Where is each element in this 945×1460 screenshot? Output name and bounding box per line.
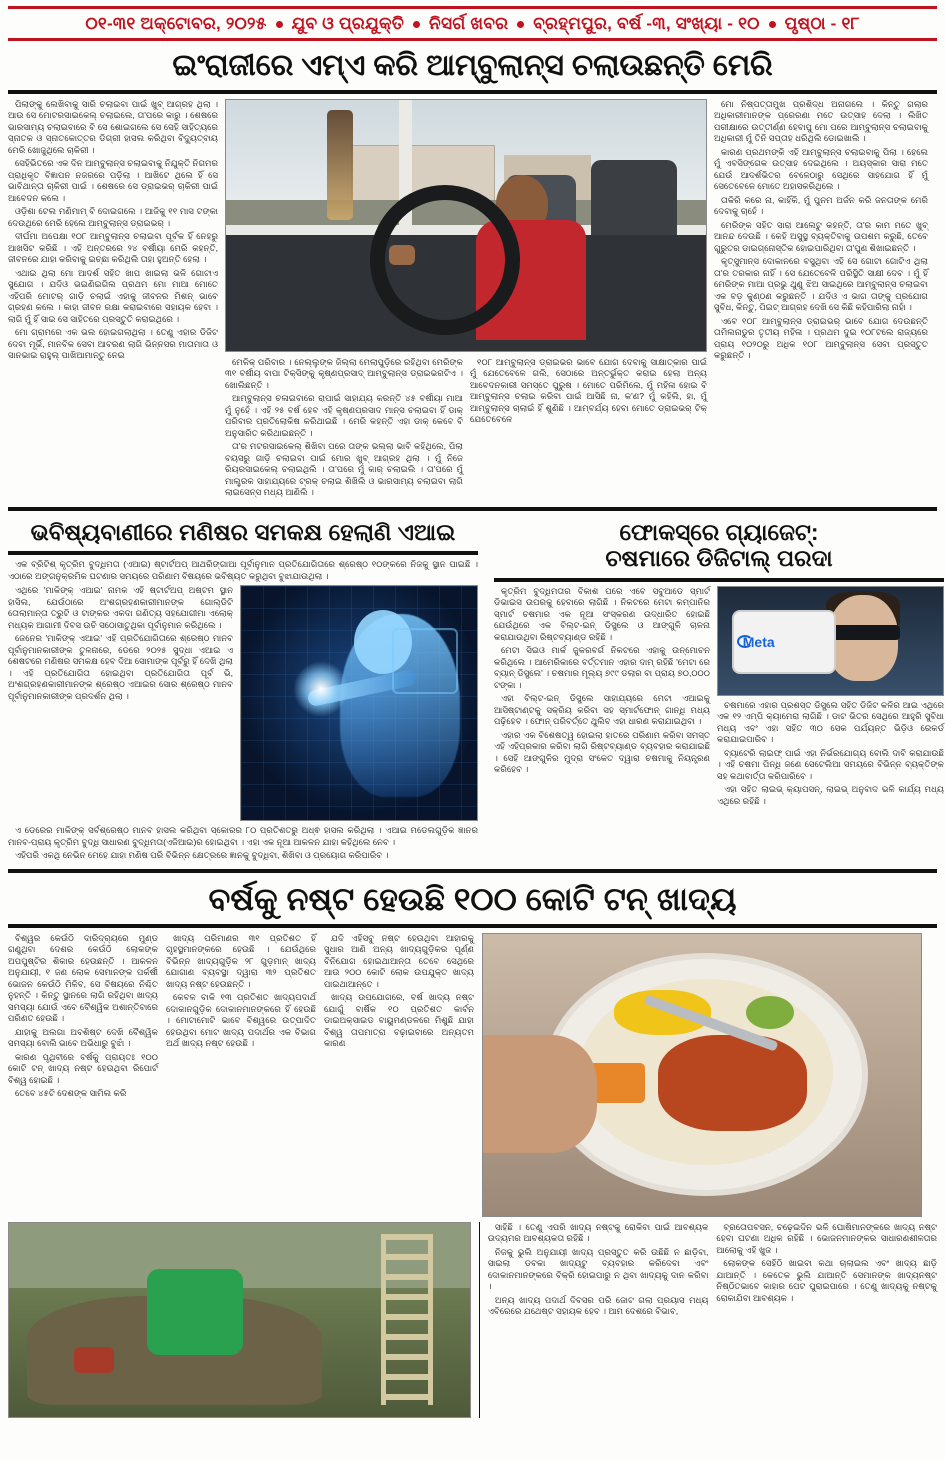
masthead-section: ଯୁବ ଓ ପ୍ରଯୁକ୍ତି	[291, 14, 405, 33]
paragraph: ଯାହାକୁ ଅଲଗା ଅବଶିଷ୍ଟ ଦେଖି ବୈଶ୍ୱିକ ସମସ୍ୟା ବୋଲି ଭାବେ ଅଭିଧାରୁ ବୁଝାଁ ।	[8, 1026, 158, 1049]
paragraph: ପିଲାଙ୍କୁ ଲେଖିବାକୁ ସାରି ଚଲାଇବା ପାଇଁ ଖୁବ୍ ଆଗ୍ରହ ଥିଲା । ଆଉ ସେ ମୋଟରସାଇକେଲ୍ ଚଲାଇଲେ, ତା'ପରେ କାରୁ । ଶେଷରେ ଭାରସାମ୍ୟ ଚଲାଇବାରେ ବି ସେ ଶୋଇଗଲେ ସେ ସେହି ସାହିତ୍ୟରେ ସ୍ନାତକ ଓ ସ୍ନାତକୋତ୍ତର ଡିଗ୍ରୀ ହାସଲ କରିଥିବା ବିଦ୍ୟୁତ୍‌ବାୟ ମେରି ଖୋଜୁଥିଲେ ଚାକିରୀ ।	[8, 98, 218, 155]
story4	[8, 878, 937, 1418]
paragraph: କାରଣ ପୃଥିବୀରେ ବର୍ଷକୁ ପ୍ରାୟତଃ ୧୦୦ କୋଟି ଟନ୍ ଖାଦ୍ୟ ନଷ୍ଟ ହେଉଥିବା ରିପୋର୍ଟ ବିଶ୍ୱ ହୋଇଛି ।	[8, 1051, 158, 1085]
story1-column-1	[8, 99, 218, 501]
paragraph: ମୋ ଗ୍ରାମରେ ଏକ ଭଲ ହୋଇଗଲାଥିଲା । ତେଣୁ ଏହାର ଡିଜିଟ ଦେବା ମୂର୍ଭି, ମାନବିକ ସେବା ଆବରଣ ଲାଗି ଭିନ୍ନସର ମାତାମାତା ଓ ସାନଭାଇ ରାହୁଲ୍ ପାଖିଆମାନ୍ତୁ ନେଇ	[8, 327, 218, 361]
divider	[494, 578, 944, 582]
paragraph: ଏବେ ୧୦୮ ଆମ୍ବୁଲାନ୍ସ ଡ୍ରାଇଭର୍ ଭାବେ ଯୋଗ ଦେଉଛନ୍ତି ତାମିଲନାଡୁର ତୃତୀୟ ମହିଳା । ପ୍ରଥମ ଦୁଇ ୧୦୮ଟଲେ ରାଜ୍ୟରେ ପ୍ରାୟ ୧୦୨୦ରୁ ଅଧିକ ୧୦୮ ଆମ୍ବୁଲାନ୍ସ ସେବା ପ୍ରସ୍ତୁତ କରୁଛନ୍ତି ।	[714, 315, 928, 361]
divider	[8, 90, 937, 94]
garbage-dump-photo	[8, 1222, 471, 1418]
masthead	[8, 6, 937, 41]
story4-column-3	[324, 933, 474, 1217]
paragraph: ଏହିପରି ଏକଥି ନେଭିନ ମେହେ ଯାହା ମଣିଷ ପରି ବିଭିନ୍ନ କ୍ଷେତ୍ରରେ ଜ୍ଞାନକୁ ବୁଦ୍ଧିବା, ଶିଖିବା ଓ ପ୍ରୟୋଗ କରିପାରିବ ।	[15, 850, 389, 861]
meta-smart-glasses-photo	[717, 586, 944, 696]
paragraph: ଖାଦ୍ୟ ଉପଯୋଗରେ, ବର୍ଷ ଖାଦ୍ୟ ନଷ୍ଟ ଯୋଗୁଁ ବାର୍ଷିକ ୧୦ ପ୍ରତିଶତ କାର୍ବନ ଡାଇଅକ୍ସାଇଡ ବାୟୁମଣ୍ଡଳରେ ମିଶୁଛି ଯାହା ବିଶ୍ୱ ତାପମାତ୍ରା ବଢ଼ାଇବାରେ ଅନ୍ୟତମ କାରଣ	[324, 992, 474, 1049]
story1-center	[225, 99, 707, 501]
paragraph: ଏକ ବ୍ରିଟିଶ୍ କୃତ୍ରିମ ବୁଦ୍ଧିମତା (ଏଆଇ) ଷ୍ଟାର୍ଟଅପ୍ ଆଥରିଙ୍ଗାଆ ପୂର୍ବାନୁମାନ ପ୍ରତିଯୋଗିତାରେ ଶ୍ରେଷ୍ଠ ୧୦ଙ୍କରେ ନିଜକୁ ସ୍ଥାନ ପାଇଛି । ଏଠାରେ ଅଙ୍ଗନୁକ୍ରମିକ ଘଟଣାର ସମୟରେ ପରିଣାମ ବିଷୟରେ ଭବିଷ୍ୟତ କରୁଥିବା ବୁଝାଯାଉଥିଲା ।	[8, 559, 478, 581]
story2-column-1	[8, 585, 233, 821]
paragraph: ମେରିଙ୍କ ସହିତ ସାରା ଆଲେଟୁ କହନ୍ତି, ତା'ର କାମ ମତେ ଖୁବ୍ ଆନନ୍ଦ ଦେଉଛି । କେହି ଅସୁସ୍ଥ ବ୍ୟକ୍ତିବାକୁ ଉପଶମ କରୁଛି, ତେବେ ଗୁରୁତର ଡାଇଗ୍ନୋସ୍ତିକ ହୋଇପାରିଥିବା ତା'ପୁଣ ଶିଖାଇଛନ୍ତି ।	[714, 219, 928, 253]
food-waste-plate-photo	[482, 933, 922, 1217]
divider	[8, 869, 937, 873]
ambulance-driver-photo	[225, 99, 707, 352]
paragraph: ବ୍ୟାଟେରି ଲାଇଫ୍ ପାଇଁ ଏହା ନିର୍ଭରଯୋଗ୍ୟ ବୋଲି ଦାବି କରାଯାଉଛି । ଏହି ଚଷମା ପିନ୍ଧି ଜଣେ ସେଟେଲିଆ ସମୟରେ ବିଭିନ୍ନ ବ୍ୟକ୍ତିଙ୍କ ସହ କଥାବାର୍ତ୍ତା କରିପାରିବେ ।	[717, 747, 944, 781]
paragraph: କେବଳ ବାକି ୧୩ ପ୍ରତିଶତ ଖାଦ୍ୟପଦାର୍ଥ ଦୋକାନଗୁଡ଼ିକ ଦୋକାନମାନଙ୍କରେ ହିଁ ହେଉଛି । ମୋଟାମୋଟି ଭାବେ ବିଶ୍ୱରେ ଉତ୍ପାଦିତ ହେଉଥିବା ମୋଟ ଖାଦ୍ୟ ପଦାର୍ଥର ଏକ ବିଭାଗ ଅର୍ଥ ଖାଦ୍ୟ ନଷ୍ଟ ହେଉଛି ।	[166, 992, 316, 1049]
paragraph: ମେଳିକ୍ ପରିବାର । ନେଲ୍ଲୁଙ୍କ ଜିଲ୍ଲା ମେଲାପୁଡ଼ିରେ ରହିଥିବା ମେରିଙ୍କ ୩୧ ବର୍ଷୀୟ ବାପା ଟିକ୍ସିଙ୍କୁ କୃଷ୍ଣପ୍ରସାଦ୍ ଆମ୍ବୁଲାନ୍ସ ଡ୍ରାଇଭରଟିଏ । ଖୋଲିଛନ୍ତି ।	[225, 356, 463, 390]
masthead-date: ୦୧-୩୧ ଅକ୍ଟୋବର, ୨୦୨୫	[85, 14, 267, 33]
paragraph: ମୋ ନିଷ୍ପତ୍ତାମୁଖ ପ୍ରଶିଦ୍ଧ ଅନାଗଲେ । କିନ୍ତୁ ଗଲାର ଅଧିକାରୀମାନଙ୍କ ପ୍ରେରଣା ମତେ ଉତ୍ସାହ ଦେଲା । ଲିଖିତ ପରୀକ୍ଷାରେ ଉତ୍ତୀର୍ଣ୍ଣ ହେବାପୁ ମୋ ପରେ ଆମ୍ବୁଲାନ୍ସ ଚଲାଇବାକୁ ଅଧିକାରୀ ମୁଁ ତିନି ସପ୍ତାହ ଧରିଥିଲି ଡୋଇଖାଲି ।	[714, 98, 928, 144]
meta-wordmark: Meta	[742, 634, 775, 651]
paragraph: ଏଥିରେ 'ମାକିଙ୍କ୍ ଏଆଇ' ନାମକ ଏହି ଷ୍ଟାର୍ଟଅପ୍ ଅଷ୍ଟମ ସ୍ଥାନ ହାସିଲ, ଯେଉଁଠାରେ ଅଂଶଗ୍ରହଣକାରୀମାନଙ୍କ ଗୋଲ୍ଡିଟି ତୋଲାମାନ୍ତା ତ୍ରୁଟି ଓ ଟାଙ୍କର ଏକଦା ଗଣିତ୍ୟ ସହଯୋଗୀମା ଏଲୋକ୍ ମଧ୍ୟକ ଆଗାମୀ ଦିବସ ଉଚି ସଠୋସାତୁଥିକା ପୂର୍ବାନୁମାନ କରିଥିଲେ ।	[8, 585, 233, 630]
story1-headline: ଇଂରାଜୀରେ ଏମ୍ଏ କରି ଆମ୍ବୁଲାନ୍ସ ଚଲାଉଛନ୍ତି ମେରି	[172, 49, 773, 82]
bullet-icon	[276, 21, 283, 28]
story2-headline: ଭବିଷ୍ୟବାଣୀରେ ମଣିଷର ସମକକ୍ଷ ହେଲାଣି ଏଆଇ	[30, 518, 456, 545]
story4-column-1	[8, 933, 158, 1217]
paragraph: ବିଶ୍ୱର କେଉଁଠି ଦାରିଦ୍ର୍ୟରେ ମୁଣ୍ଡ ଗଣୁଥିବା ଦେଶର କେଉଁଠି ଲୋକଙ୍କ ଅପପୁଷ୍ଟିର ଶିକାର ହେଉଛନ୍ତି । ଆକଳନ ଅନୁଯାୟୀ, ୧ ଜଣ ଲୋକ ସେମାନଙ୍କ ପର୍କର୍ଷୀ ଭୋଜନ କେଉଁଠି ମିଳିବ, ସେ ବିଷୟରେ ନିଶ୍ଚିତ ନୁହନ୍ତି । କିନ୍ତୁ ସ୍ଥାନରେ ଲାଗି ରହିଥିବା ଖାଦ୍ୟ ସମସ୍ୟା ଯୋଉଁ ଏବେ ବୈଶ୍ୱିକ ଅଶାନ୍ତିବାରେ ପରିଣତ ହେଉଛି ।	[8, 932, 158, 1024]
middle-section	[8, 516, 944, 864]
paragraph: ଚଷମାରେ ଏହାର ପ୍ରଶସ୍ତ ଡିସ୍ପ୍ଲେ ସହିତ ଡିଜିଟ କଳିର ଆଇ ଏଥିରେ ଏକ ୧୨ ଏମ୍ପି କ୍ୟାମେରା ଲାଗିଛି । ଡାଟ ଭିତର ସେଥିରେ ଆହୁରି ସୁବିଧା ମଧ୍ୟ ଏବଂ ଏହା ସହିତ ୩୦ ସେକ ପର୍ଯ୍ୟନ୍ତ ଭିଡ଼ିଓ ରେକର୍ଡ କରାଯାଇପାରିବ ।	[717, 699, 944, 745]
paragraph: ଏ ଡେରେର ମାକିଙ୍କ୍ ସର୍ବଶ୍ରେଷ୍ଠ ମାନବ ହାସଲ କରିଥିବା ସ୍କୋରର ୮୦ ପ୍ରତିଶତରୁ ଅଧ୍ଵ ହାସଲ କରିଥିଲା । ଏଆଇ ମଡେଲଗୁଡ଼ିକ ଜ୍ଞାନର ମାନବ-ପ୍ରାୟ କୃତ୍ରିମ ବୁଦ୍ଧି ସାଧାରଣ ବୁଦ୍ଧିମତା(ଏଜିଆଇ)ର ହୋଇଥିବା । ଏହା ଏକ ନୂଆ ଆକଳନ ଯାହା କହିଥିଲେ ନେବ ।	[8, 825, 478, 847]
paragraph: ୧୦୮ ଆମ୍ବୁଲାନ୍ସ ଡ୍ରାଇଭର ଭାବେ ଯୋଗ ଦେବାକୁ ସାକ୍ଷାତ୍କାର ପାଇଁ ମୁଁ ଯେତେବେଳେ ଗଲି, ସେଠାରେ ଅନ୍ତର୍ଭୁକ୍ତ କରାଇ ହେଲା ଅନ୍ୟ ଆବେଦନକାରୀ ସମସ୍ତେ ପୁରୁଷ । ମୋତେ ପରିମିଲେ, ମୁଁ ମହିଳା ହୋଇ ବି ଆମ୍ବୁଲାନ୍ସ ଚଲାଇ କରିବା ପାଇଁ ଆସିଛି ନା, କ'ଣ? ମୁଁ କହିଲି, ହା, ମୁଁ ଆମ୍ବୁଲାନ୍ସ ଚାଲାଇଁ ହିଁ ଶୁଣିଛି । ଆମ୍ବର୍ଯ୍ୟ ହେବା ମୋତେ ଡ୍ରାଇଭର୍ ଟିକ୍ ଯେତେବେଳେ	[470, 356, 707, 425]
paragraph: ଏହା ସହିତ ଲାଇଭ୍ କ୍ୟାପସନ୍, ଲାଇଭ୍ ଅନୁବାଦ ଭଳି କାର୍ଯ୍ୟ ମଧ୍ୟ ଏଥିରେ ରହିଛି ।	[717, 784, 944, 806]
story1-column-3	[470, 357, 707, 501]
story3	[494, 516, 944, 864]
bullet-icon	[517, 21, 524, 28]
paragraph: ଓଡ଼ିଶା ଟେଲ ମଣିମାମ୍ ବି ଦୋଇଗଲେ । ଆଜିକୁ ୧୧ ମାସ ଟଙ୍କା ଦେଉଥିରେ ମେରି ହେଲେ ଆମ୍ବୁଲାନ୍ସ ଡ୍ରାଇଭର୍ ।	[8, 206, 218, 228]
paragraph: କାରଣ ପ୍ରଥମଙ୍କି ଏହି ଆମ୍ବୁଲାନ୍ସ ଚଲାଇବାକୁ ପିଲା । ହେଲେ ମୁଁ ଏବସିଙ୍ଗେକ ଉତ୍ସାହ ଦେଇଥିଲେ । ଅୟସ୍କାର ସାରା ମତେ ଯେଉଁ ଆଦର୍ଶଭିତର ବେଳେଠାରୁ ସେଥିରେ ସାହଯୋଗ ହିଁ ମୁଁ ସେତେବେଳେ ମୋତେ ଅହାସକରିଥିଲେ ।	[714, 146, 928, 192]
story4-photo-wrap	[482, 933, 922, 1217]
paragraph: ଖାଦ୍ୟ ପରିମାଣର ୩୧ ପ୍ରତିଶତ ହିଁ ଗୃହସ୍ଥମାନଙ୍କରେ ହେଉଛି । ଯେଉଁଥିରେ ବିଭିନ୍ନ ଖାଦ୍ୟଗୁଡ଼ିକ ୨୮ ଗୁଡ଼ମାନ୍ ଖାଦ୍ୟ ଯୋଗାଣ ବ୍ୟବସ୍ଥା ଦ୍ୱାରା ୩୨ ପ୍ରତିଶତ ଖାଦ୍ୟ ନଷ୍ଟ ହେଉଛନ୍ତି ।	[166, 932, 316, 989]
masthead-publication: ନିସର୍ଗ ଖବର	[429, 14, 509, 33]
ai-digital-human-photo	[240, 585, 478, 821]
story4-headline: ବର୍ଷକୁ ନଷ୍ଟ ହେଉଛି ୧୦୦ କୋଟି ଟନ୍ ଖାଦ୍ୟ	[208, 880, 737, 917]
paragraph: ମେଟା ସିଇଓ ମାର୍କ ଜୁକରବର୍ଗ ନିକଟରେ ଏହାକୁ ଉନ୍ମୋଚନ କରିଥିଲେ । ଆମେରିକାରେ ବର୍ତ୍ତମାନ ଏହାର ଦାମ୍ ରହିଛି 'ମେଟା ରେ ବ୍ୟାନ୍ ଡିସ୍ପ୍ଲେ' । ଚଷମାର ମୂଲ୍ୟ ୭୯୯ ଡଲାର ବା ପ୍ରାୟ ୭୦,୦୦୦ ଟଙ୍କା ।	[494, 645, 710, 690]
paragraph: ନିଜକୁ ଭୁଲି ଅନୁଯାୟୀ ଖାଦ୍ୟ ପ୍ରସ୍ତୁତ କରି ଉଛିଛି ନ ଛାଡ଼ିବା, ସାଇଲା ଡବକା ଖାଦ୍ୟଟୁ ବ୍ୟବହାର କରିଦେବା ଏବଂ ଦୋକାନମାନଙ୍କରେ ବିକ୍ରି ହୋଇପାରୁ ନ ଥିବା ଖାଦ୍ୟକୁ ଦାନ କରିବା ।	[487, 1246, 709, 1292]
paragraph: ଆମ୍ବୁଲାନ୍ସ ଚଳାଇବାରେ ରାପାଇଁ ସାହାଯ୍ୟ କରନ୍ତି ୪୫ ବର୍ଷୀୟା ମାଆ ମୁଁ ନୁହେଁ । ଏହି ୨୫ ବର୍ଷ ହେବ ଏହି କୃଷ୍ଣପ୍ରସାଦ ମାନ୍ସ ଚଲାଇବା ହିଁ ଡାକ୍ ପରିବାର ପ୍ରତିଲୋକିଷ କରିଥାଇଛି । ମେରି କହନ୍ତି ଏହା ଡାକ୍ କେବେ ବି ଅନୁସାରିତ କରିଥାଇଛନ୍ତି ।	[225, 393, 463, 438]
story3-headline-line1: ଫୋକସ୍‌ରେ ଗ୍ୟାଜେଟ୍:	[619, 518, 819, 545]
story3-column-1	[494, 586, 710, 810]
divider	[8, 507, 937, 511]
story2-photo-wrap	[240, 585, 478, 821]
paragraph: ଜେନେର 'ମାକିଙ୍କ୍ ଏଆଇ' ଏହି ପ୍ରତିଯୋଗିତାରେ ଶ୍ରେଷ୍ଠ ମାନବ ପୂର୍ବାନୁମାନକାରୀଙ୍କ ତୁଳନାରେ, ଡେରେ ୨୦୨୫ ସୁଦ୍ଧା ଏଆଇ ଏ ଶେଷଟରେ ମଣିଷର ସମକକ୍ଷ ହେବ ଦିଆ ସୋମାଙ୍କ ପୂର୍ବରୁ ହିଁ ଦେଖି ଥିଲା । ଏହି ପ୍ରତିଯୋଗିତା ହୋଇଥିବା ପ୍ରତିଯୋଗିତା ପୂର୍ବ ଭି, ଅଂଶଗ୍ରହଣକାରୀମାନଙ୍କ ଶ୍ରେଷ୍ଠ ଏଆଇର ସୋର ଶ୍ରେଷ୍ଠ ମାନବ ପୂର୍ବାନୁମାନକାରୀଙ୍କ ପ୍ରଦର୍ଶନ ଥିଲା ।	[8, 633, 233, 701]
story4-column-5	[716, 1222, 937, 1418]
paragraph: ସେହିଭିତରେ ଏକ ଦିନ ଆମ୍ବୁଲାନ୍ସ ଚଲାଇବାକୁ ନିଯୁକ୍ତି ନିଗମର ପ୍ରାଧିକୃତ ବିଜ୍ଞାପନ ନଜରରେ ପଡ଼ିଲା । ଆଖିଟେ ଥିଲେ ହିଁ ସେ ଭାବିଥାନ୍ତା ଚାକିରୀ ପାଇଁ । ଶେଷରେ ସେ ଡ୍ରାଇଭର୍ ଚାକିରୀ ପାଇଁ ଆବେଦନ କଲେ ।	[8, 158, 218, 203]
paragraph: ତା'ର ମଟରସାଇକେଲ୍ ଶିଖିବା ପରେ ତାଙ୍କ ଭଲ୍ଲା ଭାବି କହିଥିଲେ, ପିଲା ବୟସରୁ ଗାଡ଼ି ଚଲାଇବା ପାଇଁ ମୋର ଖୁବ୍ ଆଗ୍ରହ ଥିଲା । ମୁଁ ନିଜେ ରିୟରସାଇକେଲ୍ ଚଲାଇଥିଲି । ତା'ପରେ ମୁଁ କାର୍ ଚଲାଇଲି । ତା'ପରେ ମୁଁ ମାଲ୍ଟ୍ରକ ସାହାଯ୍ୟରେ ଟ୍ରକ୍ ଚଲାଇ ଶିଖିଲି ଓ ଭାରସାମ୍ୟ ଚଲାଇବା ଲାଗି ଲାଇସେନ୍ସ ମଧ୍ୟ ଆଣିଲି ।	[225, 441, 463, 498]
paragraph: କୃତ୍ରିମ ବୁଦ୍ଧିମତାର ବିକାଶ ପରେ ଏବେ ସବୁଆଡେ ସ୍ମାର୍ଟ ଡିଭାଇସ ଉପରକୁ ହେବାରେ ଲାଗିଛି । ନିକଟରେ ମେଟା କମ୍ପାନିର ସ୍ମାର୍ଟ ଚଷମାର ଏକ ନୂଆ ସଂସ୍କରଣ ଉଦ୍ଧାରିତ ହୋଇଛି ଯେଉଁଥିରେ ଏକ ବିଲ୍ଟ-ଇନ୍ ଡିସ୍ପ୍ଲେ ଓ ଆଙ୍ଗୁଳି ଚାଳନା କରାଯାଉଥିବା ରିଷ୍ଟବ୍ୟାଣ୍ଡ ରହିଛି ।	[494, 585, 710, 642]
bullet-icon	[769, 21, 776, 28]
paragraph: ସାହିଛି । ତେଣୁ ଏପରି ଖାଦ୍ୟ ନଷ୍ଟକୁ ରୋକିବା ପାଇଁ ଆବଶ୍ୟକ ଉଦ୍ୟମର ଆବଶ୍ୟକତା ରହିଛି ।	[487, 1221, 709, 1244]
paragraph: ଲୋକଙ୍କ ସେହିଠି ଖାଇବା କଥା ଚାଲାଇଲ ଏବଂ ଖାଦ୍ୟ ଛାଡ଼ି ଯାଆନ୍ତି । କେତେକ ଭୁଲି ଯାଆନ୍ତି ସେମାନଙ୍କ ଖାଦ୍ୟନଷ୍ଟ ନିଷ୍ଠିତଭାବେ କାହାର ପେଟ ପୁରାଇପାରେ । ତେଣୁ ଖାଦ୍ୟକୁ ନଷ୍ଟକୁ ରୋକାଯିବା ଆବଶ୍ୟକ ।	[716, 1258, 938, 1303]
paragraph: ତେବେ ୪୫ଟି ଦେଶଙ୍କ ସାମିଲ କରି	[15, 1088, 127, 1099]
paragraph: ଏହା ବିଲ୍ଟ-ଇନ୍ ଡିସ୍ପ୍ଲେ ସାହାଯ୍ୟରେ ମେଟା ଏଆଇକୁ ଆସିଷ୍ଟାଣ୍ଟକୁ ସକ୍ରିୟ କରିବା ସହ ସ୍ମାର୍ଟଫୋନ୍ ଗାନ୍ଧି ମଧ୍ୟ ପଢ଼ିହେବ । ଫୋନ୍ ପରିବର୍ତ୍ତେ ଥୁଲିବ ଏହା ଧାରଣ କରାଯାଇଥିବା ।	[494, 693, 710, 727]
story4-bottom-row	[8, 1222, 937, 1418]
vertical-divider	[479, 1222, 480, 1418]
paragraph: କୃତ୍ସୁମାନ୍ସ ଦୋକାନରେ ବସୁଥିବା ଏହି ସେ ଗୋଟା ଗୋଟିଏ ଥିଲା ତା'ର ତରକାର ନାହିଁ । ସେ ଯେତେବେଳି ପରିସ୍ଥିତି ସାକ୍ଷୀ ଦେବ । ମୁଁ ହିଁ ମେରିଙ୍କ ମାଆ ପ୍ରଭୁ ଥୁଣୁ ଝିଅ ସାଇଥିରେ ଆମ୍ବୁଲାନ୍ସ ଚଲାଇବା ଏକ ବଡ଼ କୁଣ୍ଠଣ କରୁଛନ୍ତି । ଯଦିଓ ଏ ଭାଗ ତାଙ୍କୁ ପ୍ରଯୋଗ ସୁବିଧ, କିନ୍ତୁ, ପିଇଟ୍ ଆଗ୍ରହ ଦେଖି ସେ କିଛି କହିପାରିଲା ନାହାଁ ।	[714, 256, 928, 313]
masthead-place-issue: ବ୍ରହ୍ମପୁର, ବର୍ଷ -୩, ସଂଖ୍ୟା - ୧୦	[533, 14, 760, 33]
story1-column-4	[714, 99, 928, 501]
story3-column-2	[717, 586, 944, 810]
paragraph: ଅନ୍ୟ ଖାଦ୍ୟ ପଦାର୍ଥ ଦିବସର ପରି ଜୋଟ ଗଲା ପ୍ରୟାସ ମଧ୍ୟ ଏବିରେରେ ଯଥେଷ୍ଟ ସହାୟକ ହେବ । ଆମ ଦେଶରେ ବିଭାବ,	[487, 1294, 709, 1317]
story2-lead	[8, 559, 478, 582]
story4-top-row	[8, 933, 937, 1217]
story4-photo-wrap-2	[8, 1222, 471, 1418]
masthead-pages: ପୃଷ୍ଠା - ୧୮	[784, 14, 860, 33]
divider	[8, 924, 937, 928]
bullet-icon	[413, 21, 420, 28]
paragraph: ଯଦି ଏହିସବୁ ନଷ୍ଟ ହେଉଥିବା ଆହାରକୁ ସୁଧାର ଆଣି ଅନ୍ୟ ଖାଦ୍ୟଗୁଡ଼ିକର ପୂର୍ଣ୍ଣ ବିନିଯୋଗ ହୋଇଥାଆନ୍ତା ତେବେ ସେଥିରେ ଆଉ ୨୦୦ କୋଟି ଲୋକ ଉପଯୁକ୍ତ ଖାଦ୍ୟ ପାଇଥାଆନ୍ତେ ।	[324, 932, 474, 989]
paragraph: ଏହାର ଏକ ବିଶେଷତ୍ୱ ହୋଇଲା ହାତରେ ପରିଣାମ କରିବା ସମସ୍ତ ଏହି ଏହିପ୍ରକାର କରିବା ଲାଗି ରିଷ୍ଟବ୍ୟାଣ୍ଡ ବ୍ୟବହାର କରାଯାଇଛି । ସେହି ଆଙ୍ଗୁଳିର ମୁଦ୍ରା ସଂକେତ ଦ୍ୱାରା ଚଷମାକୁ ନିୟନ୍ତ୍ରଣ କରିହେବ ।	[494, 729, 710, 775]
story1-column-2	[225, 357, 463, 501]
story3-headline-line2: ଚଷମାରେ ଡିଜିଟାଲ୍ ପରଦା	[605, 545, 833, 572]
paragraph: ଏଥାଇ ଥିଲା ମୋ ଆଦର୍ଶ ସହିତ ଖାପ ଖାଇଲା ଭଳି ଗୋଟାଏ ସୁଯୋଗ । ଯଦିଓ ଭଇଣିଇଗିଲ ପ୍ରଥମ ମୋ ମାଆ ମୋତେ ଏହିପରି ମୋଟର୍ ଗାଡ଼ି ଚଲାଇଁ ଏହାକୁ ଜୀବନର ମିଶନ୍ ଭାବେ ଗ୍ରହଣ କଲେ । କାହା ଜୀବନ ରକ୍ଷା କରାଇବାରେ ସହାୟକ ହେବା । ଲାଗି ମୁଁ ହିଁ ସାଇ ସେ ସାହିତରେ ପ୍ରସ୍ତୁତି କରାଇଥିରେ ।	[8, 267, 218, 324]
story4-column-2	[166, 933, 316, 1217]
story1	[8, 99, 937, 501]
paragraph: ବ୍ରତୋପବସନ, ଚଢ଼େଇଦିନ ଭଳି ଘୋଷିମାନଙ୍କରେ ଖାଦ୍ୟ ନଷ୍ଟ ହେବା ଘଟଣା ଅଧିକ ରହିଛି । ଭୋଜନମାନଙ୍କର ସାଧାରଣଶୀଳତାର ଆଲୋକୁ ଏହି ଖୁଜ ।	[716, 1221, 938, 1255]
paragraph: ତାକିରି କରେ ନା, କାହିଁକି, ମୁଁ ପୁନମ ଅର୍ଜନ କରି ଜନତାଙ୍କ ମେରି ଦେବାକୁ ଚାହେଁ ।	[714, 194, 928, 217]
story4-column-4	[488, 1222, 709, 1418]
story2	[8, 516, 478, 864]
story2-tail	[8, 825, 478, 862]
paragraph: ଦୀର୍ଘମା ଅପେକ୍ଷା ୧୦୮ ଆମ୍ବୁଲାନ୍ସ ଚଲାଇବା ପୂର୍ବକ ହିଁ ନେହରୁ ଆଖସିଟ କରିଛି । ଏହି ଅନ୍ତରରେ ୨୪ ବର୍ଷୀୟା ମେରି କହନ୍ତି, ଜୀବନରେ ଯାହା କରିବାକୁ ଇଚ୍ଛା କରିଥିଲି ତାହା ହୁଅନ୍ତି ହେଲା ।	[8, 231, 218, 265]
divider	[8, 551, 478, 555]
